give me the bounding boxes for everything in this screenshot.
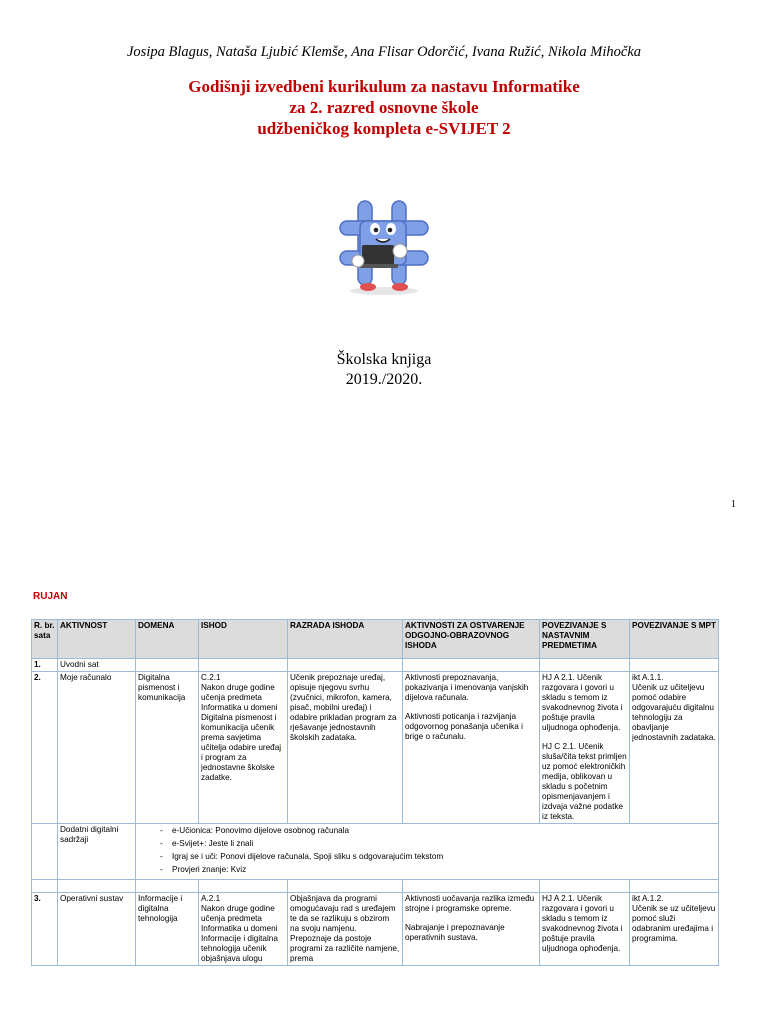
header-cell-outcome: ISHOD bbox=[199, 620, 288, 659]
row-activities bbox=[403, 893, 540, 966]
row-mpt bbox=[630, 672, 719, 824]
mpt-text: Učenik se uz učiteljevu pomoć služi odabranim uređajima i programima. bbox=[632, 904, 716, 943]
row-activity: Moje računalo bbox=[58, 672, 136, 824]
subject-link-paragraph: HJ A 2.1. Učenik razgovara i govori u skladu s temom iz svakodnevnog života i poštuje pravila uljudnoga ophođenja. bbox=[542, 894, 623, 953]
curriculum-table bbox=[31, 619, 719, 966]
header-cell-number: R. br. sata bbox=[32, 620, 58, 659]
title-line-2: za 2. razred osnovne škole bbox=[289, 98, 479, 117]
extra-content-label: Dodatni digitalni sadržaji bbox=[58, 824, 136, 880]
row-subjects bbox=[540, 893, 630, 966]
hashtag-mascot-with-laptop-icon bbox=[332, 195, 436, 299]
authors-line: Josipa Blagus, Nataša Ljubić Klemše, Ana Flisar Odorčić, Ivana Ružić, Nikola Mihočka bbox=[126, 44, 642, 60]
publisher-name: Školska knjiga bbox=[336, 351, 432, 368]
activity-paragraph: Aktivnosti poticanja i razvijanja odgovornog ponašanja učenika i brige o računalu. bbox=[405, 712, 523, 741]
row-activities bbox=[403, 672, 540, 824]
row-elaboration: Učenik prepoznaje uređaj, opisuje njegovu svrhu (zvučnici, mikrofon, kamera, pisač, mobilni uređaj) i odabire prikladan program za rješavanje jednostavnih školskih zadataka. bbox=[288, 672, 403, 824]
list-item: - e-Svijet+: Jeste li znali bbox=[160, 839, 716, 849]
list-item: - Provjeri znanje: Kviz bbox=[160, 865, 716, 875]
row-outcome bbox=[199, 893, 288, 966]
subject-link-paragraph: HJ A 2.1. Učenik razgovara i govori u skladu s temom iz svakodnevnog života i poštuje pravila uljudnoga ophođenja. bbox=[542, 673, 623, 732]
table-row bbox=[32, 893, 719, 966]
list-item: - e-Učionica: Ponovimo dijelove osobnog računala bbox=[160, 826, 716, 836]
row-domain: Digitalna pismenost i komunikacija bbox=[136, 672, 199, 824]
list-item: - Igraj se i uči: Ponovi dijelove računala, Spoji sliku s odgovarajućim tekstom bbox=[160, 852, 716, 862]
header-cell-elaboration: RAZRADA ISHODA bbox=[288, 620, 403, 659]
row-activity: Uvodni sat bbox=[58, 659, 136, 672]
subject-link-paragraph: HJ C 2.1. Učenik sluša/čita tekst primljen uz pomoć elektroničkih medija, oblikovan u skladu s početnim opismenjavanjem i izdvaja važne podatke iz teksta. bbox=[542, 742, 627, 821]
outcome-code: C.2.1 bbox=[201, 673, 221, 682]
extra-content-list bbox=[138, 826, 716, 875]
outcome-text: Nakon druge godine učenja predmeta Informatika u domeni Digitalna pismenost i komunikacija učenik prema savjetima učitelja odabire uređaj i program za jednostavne školske zadatke. bbox=[201, 683, 282, 782]
document-title bbox=[0, 76, 768, 139]
header-cell-domain: DOMENA bbox=[136, 620, 199, 659]
outcome-code: A.2.1 bbox=[201, 894, 221, 903]
row-domain: Informacije i digitalna tehnologija bbox=[136, 893, 199, 966]
activity-paragraph: Aktivnosti prepoznavanja, pokazivanja i imenovanja vanjskih dijelova računala. bbox=[405, 673, 529, 702]
header-cell-activity: AKTIVNOST bbox=[58, 620, 136, 659]
row-number: 1. bbox=[32, 659, 58, 672]
outcome-text: Nakon druge godine učenja predmeta Informatika u domeni Informacije i digitalna tehnologija učenik objašnjava ulogu bbox=[201, 904, 278, 963]
row-subjects bbox=[540, 672, 630, 824]
header-cell-subjects: POVEZIVANJE S NASTAVNIM PREDMETIMA bbox=[540, 620, 630, 659]
publisher-block bbox=[0, 350, 768, 390]
mpt-code: ikt A.1.2. bbox=[632, 894, 664, 903]
row-mpt bbox=[630, 893, 719, 966]
mpt-text: Učenik uz učiteljevu pomoć odabire odgovarajuću digitalnu tehnologiju za obavljanje jednostavnih zadataka. bbox=[632, 683, 716, 742]
title-line-3: udžbeničkog kompleta e-SVIJET 2 bbox=[257, 119, 511, 138]
activity-paragraph: Nabrajanje i prepoznavanje operativnih sustava. bbox=[405, 923, 505, 942]
table-row bbox=[32, 659, 719, 672]
table-row-extra-content bbox=[32, 824, 719, 880]
header-cell-activities: AKTIVNOSTI ZA OSTVARENJE ODGOJNO-OBRAZOVNOG ISHODA bbox=[403, 620, 540, 659]
row-number: 3. bbox=[32, 893, 58, 966]
table-spacer-row bbox=[32, 880, 719, 893]
row-number: 2. bbox=[32, 672, 58, 824]
table-header-row bbox=[32, 620, 719, 659]
header-cell-mpt: POVEZIVANJE S MPT bbox=[630, 620, 719, 659]
month-heading: RUJAN bbox=[33, 591, 68, 602]
table-row bbox=[32, 672, 719, 824]
row-activity: Operativni sustav bbox=[58, 893, 136, 966]
page-number: 1 bbox=[731, 499, 736, 510]
mpt-code: ikt A.1.1. bbox=[632, 673, 664, 682]
title-line-1: Godišnji izvedbeni kurikulum za nastavu Informatike bbox=[188, 77, 580, 96]
row-elaboration: Objašnjava da programi omogućavaju rad s uređajem te da se razlikuju s obzirom na svoju namjenu. Prepoznaje da postoje programi za različite namjene, prema bbox=[288, 893, 403, 966]
row-outcome bbox=[199, 672, 288, 824]
school-year: 2019./2020. bbox=[345, 371, 423, 388]
extra-content-list-cell bbox=[136, 824, 719, 880]
activity-paragraph: Aktivnosti uočavanja razlika između strojne i programske opreme. bbox=[405, 894, 535, 913]
